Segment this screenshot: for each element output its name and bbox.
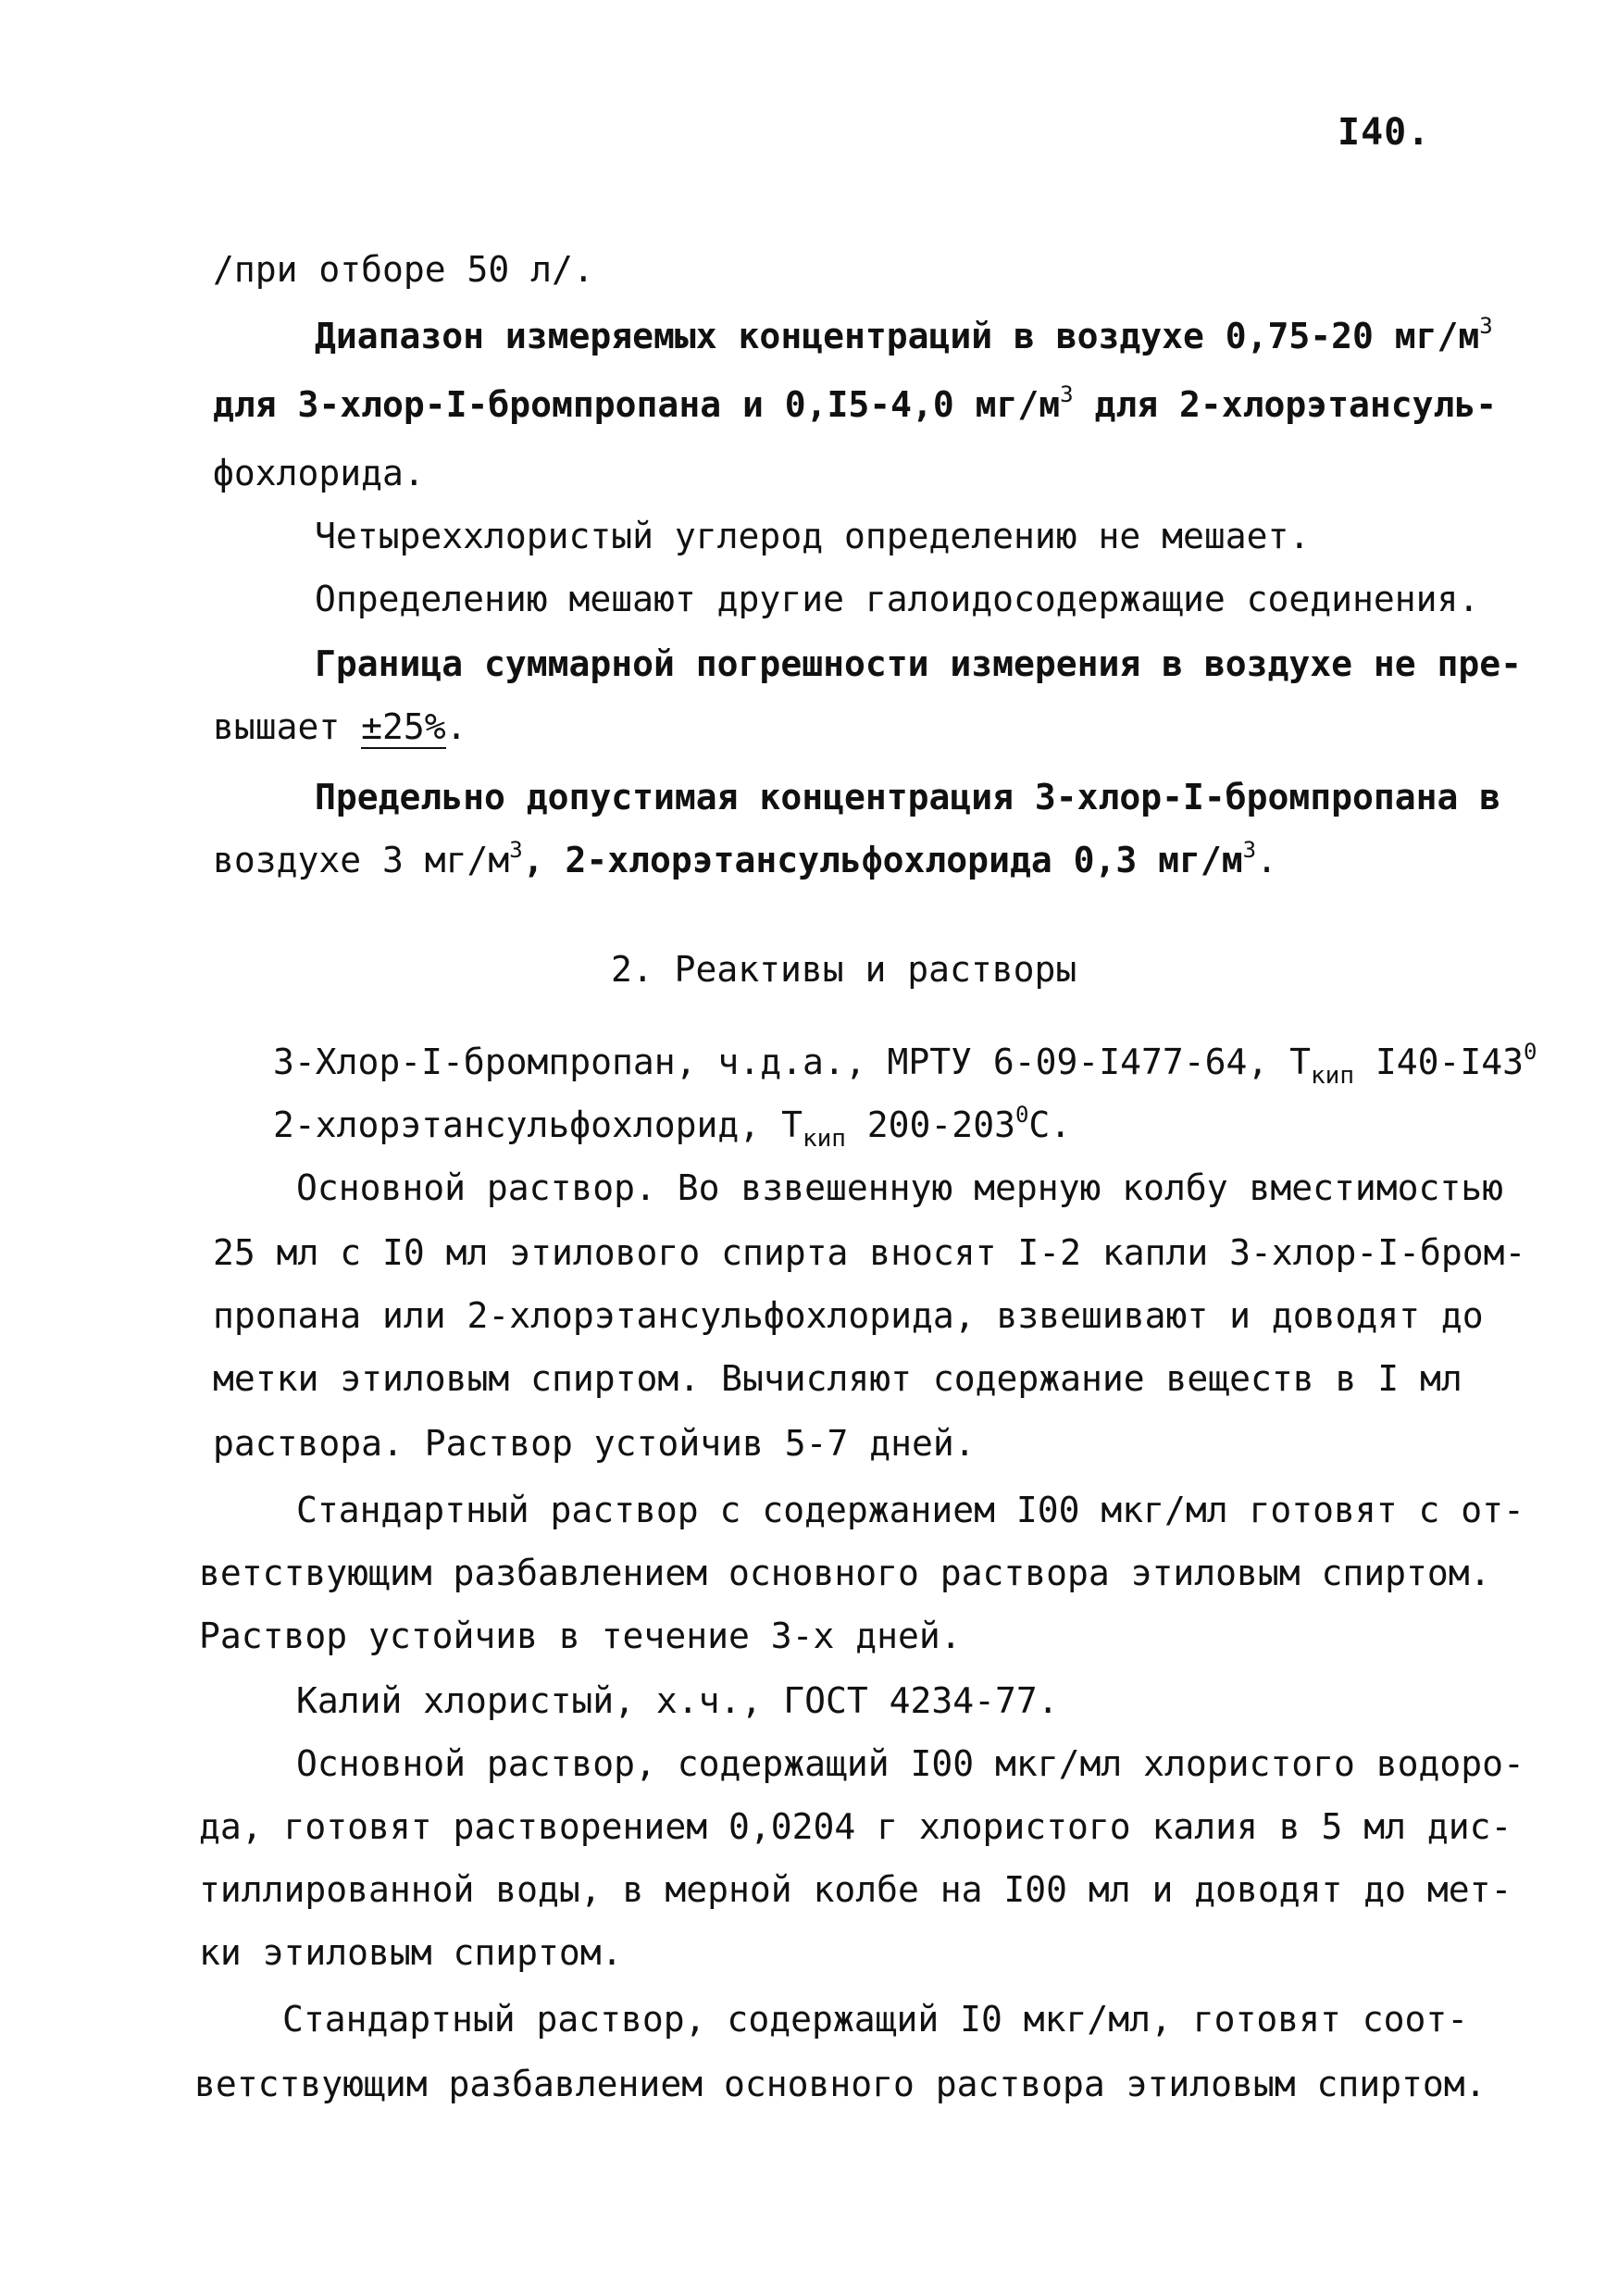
superscript: 3	[509, 837, 523, 863]
text-line: Калий хлористый, х.ч., ГОСТ 4234-77.	[296, 1680, 1059, 1721]
section-heading: 2. Реактивы и растворы	[611, 949, 1077, 990]
subscript: кип	[802, 1125, 846, 1153]
text-line	[213, 837, 1277, 880]
superscript: 3	[1060, 381, 1074, 407]
page-number: I40.	[1338, 111, 1431, 154]
text-line: метки этиловым спиртом. Вычисляют содержание веществ в I мл	[213, 1358, 1462, 1399]
text-line: Определению мешают другие галоидосодержащие соединения.	[315, 579, 1480, 619]
text-span: I40-I43	[1354, 1042, 1525, 1082]
superscript: 3	[1479, 313, 1493, 339]
text-line	[213, 381, 1498, 425]
text-line: пропана или 2-хлорэтансульфохлорида, взвешивают и доводят до	[213, 1295, 1484, 1336]
text-line: тиллированной воды, в мерной колбе на I00 мл и доводят до мет-	[199, 1869, 1512, 1910]
superscript: 0	[1014, 1102, 1029, 1128]
text-line: Стандартный раствор, содержащий I0 мкг/мл, готовят соот-	[282, 1999, 1469, 2040]
text-span: 200-203	[845, 1104, 1015, 1145]
text-span: 3-Хлор-I-бромпропан, ч.д.а., МРТУ 6-09-I477-64, Т	[273, 1042, 1312, 1082]
text-line: Раствор устойчив в течение 3-х дней.	[199, 1616, 962, 1656]
plus-minus-value: ±25%	[361, 706, 446, 747]
text-line: Стандартный раствор с содержанием I00 мкг/мл готовят с от-	[296, 1490, 1525, 1530]
text-line: Граница суммарной погрешности измерения в воздухе не пре-	[315, 643, 1523, 684]
superscript: 0	[1524, 1039, 1537, 1065]
text-line: /при отборе 50 л/.	[213, 249, 594, 290]
text-line: ветствующим разбавлением основного раствора этиловым спиртом.	[194, 2064, 1487, 2104]
text-line: Основной раствор, содержащий I00 мкг/мл хлористого водоро-	[296, 1743, 1525, 1784]
text-line	[315, 313, 1493, 356]
text-line: раствора. Раствор устойчив 5-7 дней.	[213, 1423, 976, 1464]
text-line: фохлорида.	[213, 453, 425, 493]
text-span: Диапазон измеряемых концентраций в воздухе 0,75-20 мг/м	[315, 316, 1480, 356]
reagent-line	[273, 1102, 1072, 1153]
text-span: , 2-хлорэтансульфохлорида 0,3 мг/м	[522, 840, 1243, 880]
text-line	[213, 706, 467, 747]
text-line: да, готовят растворением 0,0204 г хлористого калия в 5 мл дис-	[199, 1806, 1512, 1847]
text-span: .	[1256, 840, 1277, 880]
text-span: воздухе 3 мг/м	[213, 840, 510, 880]
text-span: 2-хлорэтансульфохлорид, Т	[273, 1104, 803, 1145]
text-line: Основной раствор. Во взвешенную мерную колбу вместимостью	[296, 1167, 1504, 1208]
superscript: 3	[1242, 837, 1257, 863]
text-span: для 3-хлор-I-бромпропана и 0,I5-4,0 мг/м	[213, 384, 1061, 425]
reagent-line	[273, 1039, 1537, 1090]
text-span: С.	[1028, 1104, 1072, 1145]
text-span: для 2-хлорэтансуль-	[1073, 384, 1498, 425]
text-line: 25 мл с I0 мл этилового спирта вносят I-2 капли 3-хлор-I-бром-	[213, 1232, 1526, 1273]
text-line: Предельно допустимая концентрация 3-хлор-I-бромпропана в	[315, 777, 1501, 817]
text-line: Четыреххлористый углерод определению не мешает.	[315, 516, 1311, 556]
subscript: кип	[1311, 1062, 1354, 1090]
text-span: .	[445, 706, 467, 747]
text-line: ветствующим разбавлением основного раствора этиловым спиртом.	[199, 1553, 1491, 1593]
text-span: вышает	[213, 706, 362, 747]
text-line: ки этиловым спиртом.	[199, 1932, 623, 1973]
